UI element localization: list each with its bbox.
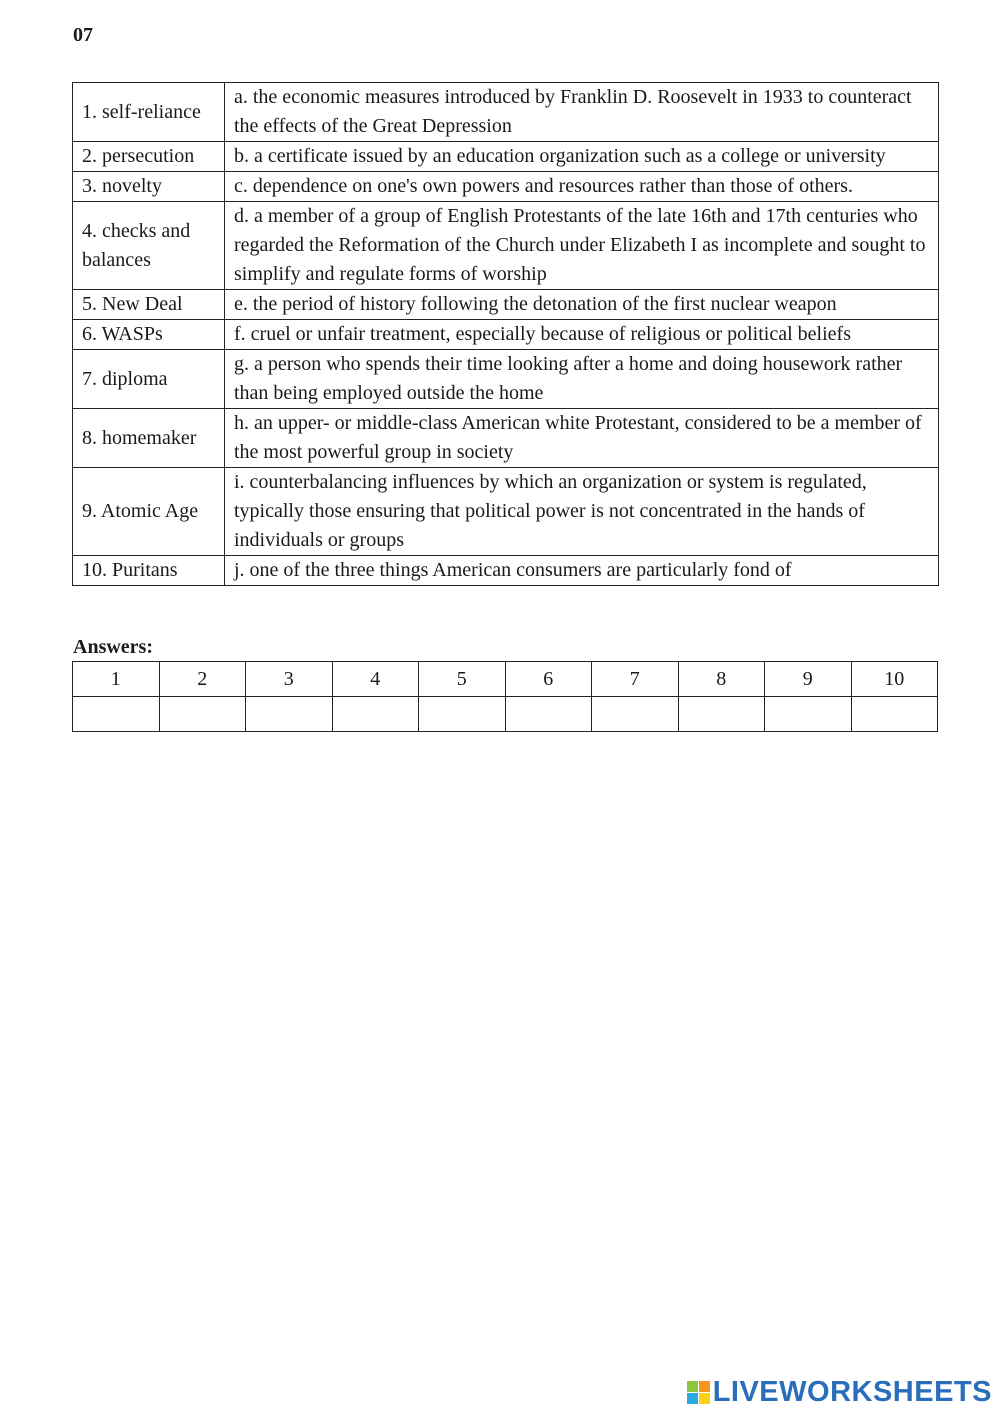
answer-number: 2 (159, 662, 246, 697)
answer-input-6[interactable] (505, 697, 592, 732)
table-row (73, 320, 939, 350)
definition-cell: f. cruel or unfair treatment, especially because of religious or political beliefs (225, 320, 939, 350)
answer-number: 6 (505, 662, 592, 697)
answer-input-1[interactable] (73, 697, 160, 732)
term-cell: 6. WASPs (73, 320, 225, 350)
answer-input-2[interactable] (159, 697, 246, 732)
answer-input-8[interactable] (678, 697, 765, 732)
answer-input-5[interactable] (419, 697, 506, 732)
definition-cell: e. the period of history following the detonation of the first nuclear weapon (225, 290, 939, 320)
answer-number: 10 (851, 662, 938, 697)
definition-cell: j. one of the three things American consumers are particularly fond of (225, 556, 939, 586)
definition-cell: b. a certificate issued by an education organization such as a college or university (225, 142, 939, 172)
term-cell: 8. homemaker (73, 409, 225, 468)
liveworksheets-brand[interactable] (687, 1376, 992, 1409)
answer-input-10[interactable] (851, 697, 938, 732)
answers-label: Answers: (73, 636, 153, 658)
definition-cell: d. a member of a group of English Protestants of the late 16th and 17th centuries who regarded the Reformation of the Church under Elizabeth I as incomplete and sought to simplify and regulate forms of worship (225, 202, 939, 290)
term-cell: 5. New Deal (73, 290, 225, 320)
answer-number: 1 (73, 662, 160, 697)
answer-input-3[interactable] (246, 697, 333, 732)
answer-input-9[interactable] (765, 697, 852, 732)
answer-input-7[interactable] (592, 697, 679, 732)
answers-input-row (73, 697, 938, 732)
table-row (73, 556, 939, 586)
answer-number: 9 (765, 662, 852, 697)
term-cell: 9. Atomic Age (73, 468, 225, 556)
table-row (73, 202, 939, 290)
brand-name: LIVEWORKSHEETS (712, 1376, 992, 1408)
table-row (73, 468, 939, 556)
term-cell: 2. persecution (73, 142, 225, 172)
definition-cell: g. a person who spends their time looking after a home and doing housework rather than being employed outside the home (225, 350, 939, 409)
answer-number: 3 (246, 662, 333, 697)
definition-cell: a. the economic measures introduced by Franklin D. Roosevelt in 1933 to counteract the effects of the Great Depression (225, 83, 939, 142)
answers-number-row (73, 662, 938, 697)
term-cell: 1. self-reliance (73, 83, 225, 142)
table-row (73, 142, 939, 172)
matching-table (72, 82, 939, 586)
page-number: 07 (73, 24, 93, 46)
term-cell: 7. diploma (73, 350, 225, 409)
table-row (73, 290, 939, 320)
term-cell: 10. Puritans (73, 556, 225, 586)
liveworksheets-logo-icon (687, 1381, 710, 1404)
answer-number: 5 (419, 662, 506, 697)
answers-table (72, 661, 938, 732)
table-row (73, 409, 939, 468)
answer-number: 8 (678, 662, 765, 697)
answer-number: 7 (592, 662, 679, 697)
definition-cell: c. dependence on one's own powers and resources rather than those of others. (225, 172, 939, 202)
answer-input-4[interactable] (332, 697, 419, 732)
table-row (73, 172, 939, 202)
term-cell: 3. novelty (73, 172, 225, 202)
term-cell: 4. checks and balances (73, 202, 225, 290)
table-row (73, 350, 939, 409)
answer-number: 4 (332, 662, 419, 697)
definition-cell: i. counterbalancing influences by which an organization or system is regulated, typically those ensuring that political power is not concentrated in the hands of individuals or groups (225, 468, 939, 556)
definition-cell: h. an upper- or middle-class American white Protestant, considered to be a member of the most powerful group in society (225, 409, 939, 468)
table-row (73, 83, 939, 142)
